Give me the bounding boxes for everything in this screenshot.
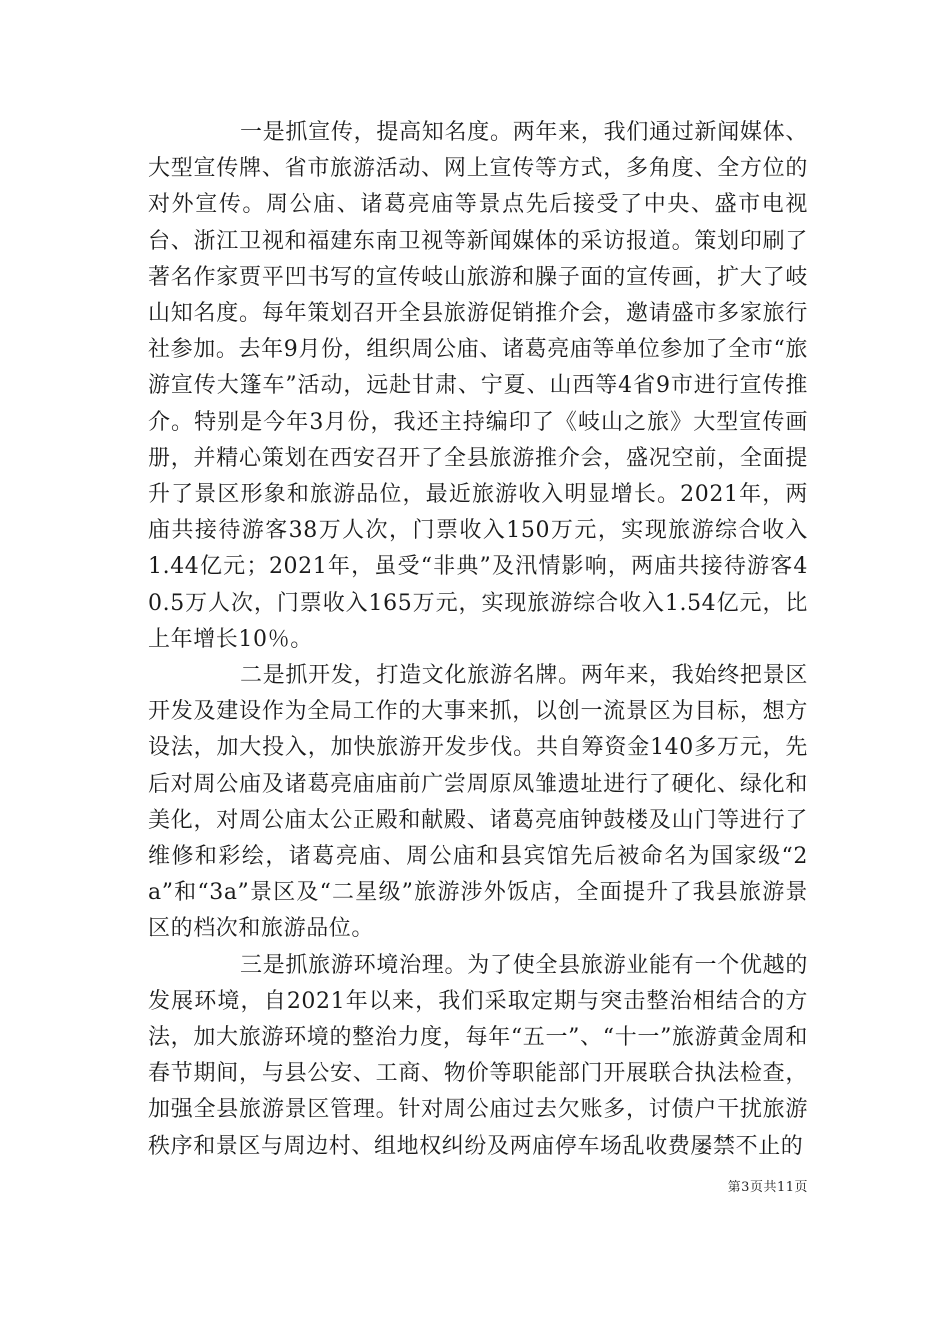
paragraph-environment: 三是抓旅游环境治理。为了使全县旅游业能有一个优越的发展环境，自2021年以来，我们采取定期与突击整治相结合的方法，加大旅游环境的整治力度，每年“五一”、“十一”旅游黄金周和春节期间，与县公安、工商、物价等职能部门开展联合执法检查，加强全县旅游景区管理。针对周公庙过去欠账多，讨债户干扰旅游秩序和景区与周边村、组地权纠纷及两庙停车场乱收费屡禁不止的 bbox=[148, 952, 808, 1159]
paragraph-publicity: 一是抓宣传，提高知名度。两年来，我们通过新闻媒体、大型宣传牌、省市旅游活动、网上宣传等方式，多角度、全方位的对外宣传。周公庙、诸葛亮庙等景点先后接受了中央、盛市电视台、浙江卫视和福建东南卫视等新闻媒体的采访报道。策划印刷了著名作家贾平凹书写的宣传岐山旅游和臊子面的宣传画，扩大了岐山知名度。每年策划召开全县旅游促销推介会，邀请盛市多家旅行社参加。去年9月份，组织周公庙、诸葛亮庙等单位参加了全市“旅游宣传大篷车”活动，远赴甘肃、宁夏、山西等4省9市进行宣传推介。特别是今年3月份，我还主持编印了《岐山之旅》大型宣传画册，并精心策划在西安召开了全县旅游推介会，盛况空前，全面提升了景区形象和旅游品位，最近旅游收入明显增长。2021年，两庙共接待游客38万人次，门票收入150万元，实现旅游综合收入1.44亿元；2021年，虽受“非典”及汛情影响，两庙共接待游客40.5万人次，门票收入165万元，实现旅游综合收入1.54亿元，比上年增长10％。 bbox=[148, 120, 808, 652]
paragraph-development: 二是抓开发，打造文化旅游名牌。两年来，我始终把景区开发及建设作为全局工作的大事来抓，以创一流景区为目标，想方设法，加大投入，加快旅游开发步伐。共自筹资金140多万元，先后对周公庙及诸葛亮庙庙前广尝周原凤雏遗址进行了硬化、绿化和美化，对周公庙太公正殿和献殿、诸葛亮庙钟鼓楼及山门等进行了维修和彩绘，诸葛亮庙、周公庙和县宾馆先后被命名为国家级“2a”和“3a”景区及“二星级”旅游涉外饭店，全面提升了我县旅游景区的档次和旅游品位。 bbox=[148, 663, 808, 942]
body-text bbox=[148, 115, 808, 1165]
page-number-footer: 第3页共11页 bbox=[727, 1180, 808, 1195]
